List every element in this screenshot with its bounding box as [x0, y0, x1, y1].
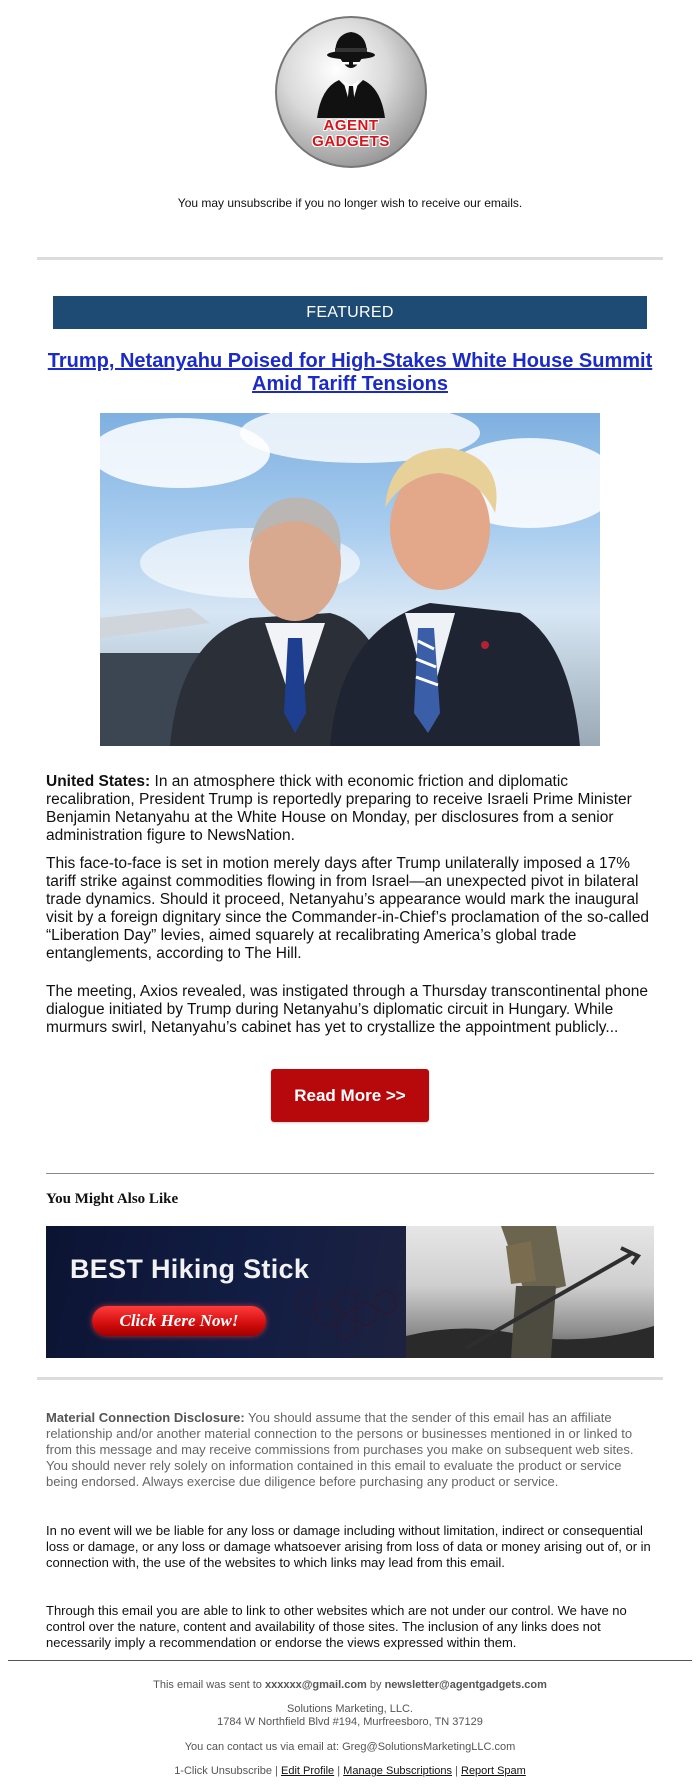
- edit-profile-link[interactable]: Edit Profile: [280, 1765, 335, 1777]
- recipient-email: xxxxxx@gmail.com: [264, 1679, 367, 1691]
- footer-sent-line: [0, 1679, 700, 1692]
- hiker-icon: [406, 1226, 654, 1358]
- link-separator: |: [272, 1765, 281, 1777]
- article-paragraph-3: [46, 983, 654, 1037]
- material-disclosure: [46, 1410, 654, 1490]
- footer-company: Solutions Marketing, LLC.: [287, 1703, 413, 1715]
- manage-subscriptions-link[interactable]: Manage Subscriptions: [343, 1765, 453, 1777]
- article-p2-text: This face-to-face is set in motion merely days after Trump unilaterally imposed a 17% tariff strike against commodities flowing in from Israel—an unexpected pivot in bilateral trade dynamics. Should it proceed, Netanyahu’s appearance would mark the inaugural visit by a foreign dignitary since the Commander-in-Chief’s proclamation of the so-called “Liberation Day” levies, aimed squarely at recalibrating America’s global trade entanglements, according to The Hill.: [46, 855, 650, 962]
- ad-background: [46, 1226, 406, 1358]
- logo-text: [277, 118, 425, 150]
- sender-email: newsletter@agentgadgets.com: [384, 1679, 547, 1691]
- link-separator: |: [452, 1765, 461, 1777]
- ad-hiker-photo: [406, 1226, 654, 1358]
- article-headline-link[interactable]: Trump, Netanyahu Poised for High-Stakes White House Summit Amid Tariff Tensions: [47, 350, 653, 395]
- ad-title: BEST Hiking Stick: [70, 1254, 310, 1284]
- unsubscribe-note: You may unsubscribe if you no longer wish to receive our emails.: [177, 196, 523, 210]
- link-separator: |: [334, 1765, 344, 1777]
- hexagon-pattern-icon: [46, 1226, 406, 1358]
- footer-divider: [8, 1660, 692, 1661]
- read-more-button[interactable]: Read More >>: [271, 1069, 429, 1122]
- logo-line-gadgets: GADGETS: [312, 133, 390, 150]
- header-divider: [37, 257, 663, 260]
- article-photo[interactable]: [100, 413, 600, 746]
- sent-by-word: by: [366, 1679, 385, 1691]
- section-divider: [46, 1173, 654, 1174]
- disclosure-divider: [37, 1377, 663, 1380]
- footer-contact: You can contact us via email at: Greg@SolutionsMarketingLLC.com: [184, 1741, 516, 1753]
- one-click-unsubscribe[interactable]: 1-Click Unsubscribe: [174, 1765, 272, 1777]
- article-paragraph-1: [46, 773, 654, 845]
- news-photo-icon: [100, 413, 600, 746]
- disclosure-lead: Material Connection Disclosure:: [46, 1410, 245, 1425]
- liability-paragraph: In no event will we be liable for any loss or damage including without limitation, indirect or consequential loss or damage, or any loss or damage whatsoever arising from loss of data or money arising out of, or in connection with, the use of the websites to which links may lead from this email.: [46, 1523, 651, 1570]
- ad-click-here-button[interactable]: Click Here Now!: [92, 1306, 266, 1336]
- logo-line-agent: AGENT: [323, 117, 379, 134]
- third-party-paragraph: Through this email you are able to link to other websites which are not under our control. We have no control over the nature, content and availability of those sites. The inclusion of any links does not necessarily imply a recommendation or endorse the views expressed within them.: [46, 1603, 627, 1650]
- article-p1-body: In an atmosphere thick with economic friction and diplomatic recalibration, President Trump is reportedly preparing to receive Israeli Prime Minister Benjamin Netanyahu at the White House on Monday, per disclosures from a senior administration figure to NewsNation.: [46, 773, 632, 844]
- you-might-also-like-heading: You Might Also Like: [46, 1191, 179, 1207]
- footer-links: [0, 1765, 700, 1778]
- report-spam-link[interactable]: Report Spam: [461, 1765, 526, 1777]
- footer-address: 1784 W Northfield Blvd #194, Murfreesboro, TN 37129: [217, 1716, 483, 1728]
- featured-label: FEATURED: [53, 296, 647, 329]
- agent-gadgets-logo[interactable]: [275, 16, 427, 168]
- disclosure-body: You should assume that the sender of this email has an affiliate relationship and/or another material connection to the persons or businesses mentioned in or linked to from this message and may receive commissions from purchases you make on subsequent web sites. You should never rely solely on information contained in this email to evaluate the product or service being endorsed. Always exercise due diligence before purchasing any product or service.: [46, 1410, 634, 1489]
- sent-prefix: This email was sent to: [153, 1679, 265, 1691]
- article-p3-text: The meeting, Axios revealed, was instigated through a Thursday transcontinental phone dialogue initiated by Trump during Netanyahu’s diplomatic circuit in Hungary. While murmurs swirl, Netanyahu’s cabinet has yet to crystallize the appointment publicly...: [46, 983, 649, 1036]
- article-paragraph-2: [46, 855, 654, 963]
- hiking-stick-ad-banner[interactable]: [46, 1226, 654, 1358]
- logo-badge: [275, 16, 427, 168]
- article-location-lead: United States:: [46, 773, 151, 790]
